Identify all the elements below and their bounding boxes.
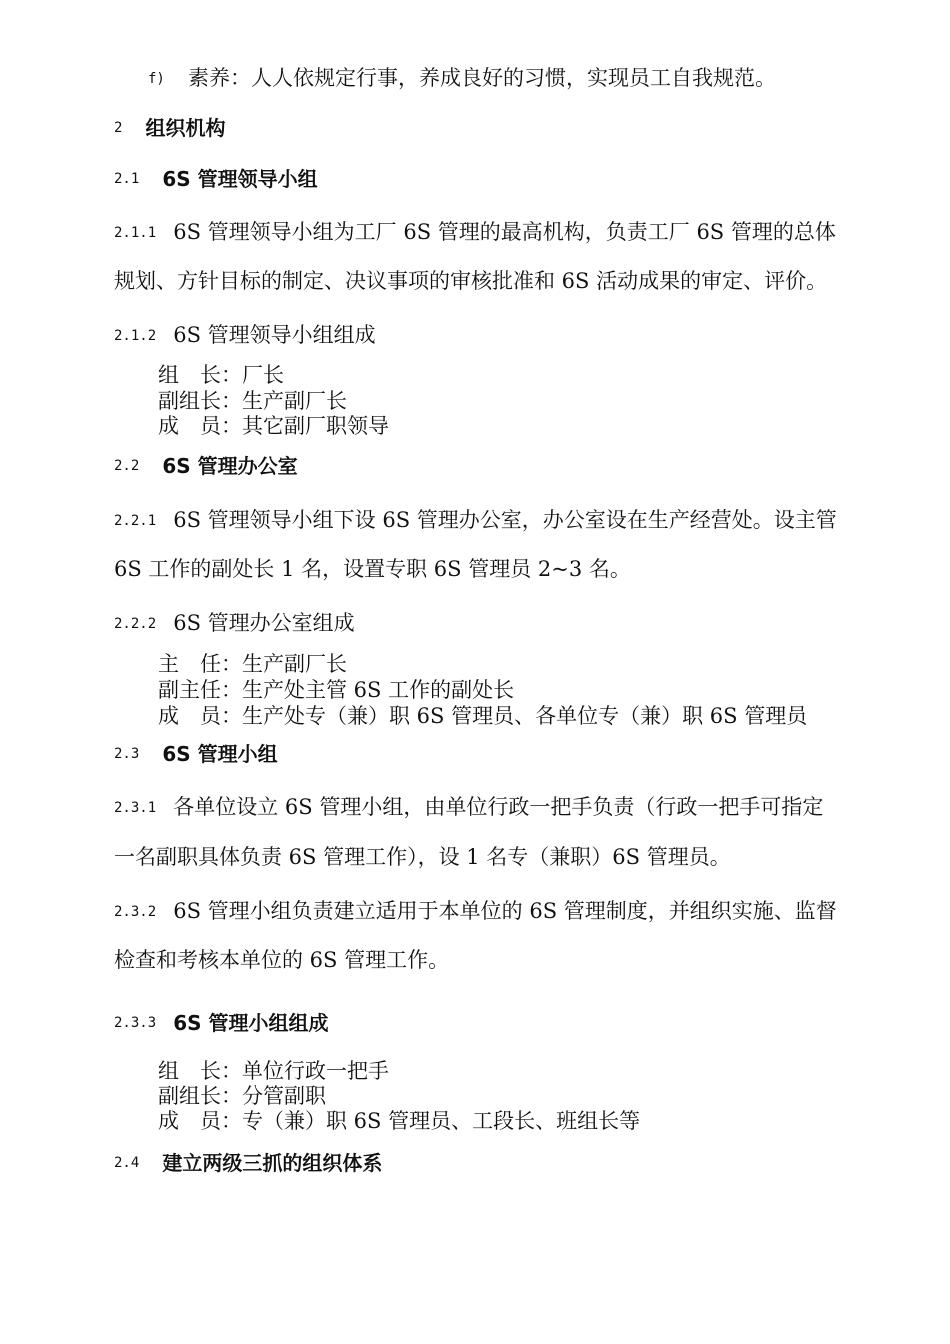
section-number: 2.1.1 xyxy=(114,224,157,241)
section-title: 组织机构 xyxy=(145,116,226,140)
member-text: 副组长：分管副职 xyxy=(158,1084,326,1108)
paragraph-2-1-1-line1 xyxy=(114,222,836,243)
member-text: 主 任：生产副厂长 xyxy=(158,652,347,676)
section-number: 2.3.1 xyxy=(114,799,157,816)
paragraph-text: 6S 管理领导小组为工厂 6S 管理的最高机构，负责工厂 6S 管理的总体 xyxy=(173,220,836,244)
paragraph-text: 规划、方针目标的制定、决议事项的审核批准和 6S 活动成果的审定、评价。 xyxy=(114,269,828,293)
paragraph-text: 6S 工作的副处长 1 名，设置专职 6S 管理员 2~3 名。 xyxy=(114,557,631,581)
paragraph-text: 检查和考核本单位的 6S 管理工作。 xyxy=(114,948,450,972)
member-line xyxy=(158,654,347,675)
member-text: 副组长：生产副厂长 xyxy=(158,389,347,413)
paragraph-text: 各单位设立 6S 管理小组，由单位行政一把手负责（行政一把手可指定 xyxy=(173,795,824,819)
member-text: 副主任：生产处主管 6S 工作的副处长 xyxy=(158,678,515,702)
paragraph-2-2-1-line2 xyxy=(114,559,631,580)
paragraph-2-3-2-line2 xyxy=(114,950,449,971)
paragraph-text: 6S 管理小组负责建立适用于本单位的 6S 管理制度，并组织实施、监督 xyxy=(173,899,837,923)
section-heading-2-3 xyxy=(114,744,278,764)
member-line xyxy=(158,365,284,386)
section-heading-2-4 xyxy=(114,1153,382,1173)
member-text: 成 员：生产处专（兼）职 6S 管理员、各单位专（兼）职 6S 管理员 xyxy=(158,704,808,728)
member-text: 成 员：其它副厂职领导 xyxy=(158,414,389,438)
section-heading-2 xyxy=(114,118,226,138)
section-title: 6S 管理办公室 xyxy=(162,454,298,478)
member-text: 成 员：专（兼）职 6S 管理员、工段长、班组长等 xyxy=(158,1109,641,1133)
subheading-2-2-2 xyxy=(114,613,355,634)
member-line xyxy=(158,680,514,701)
section-title: 建立两级三抓的组织体系 xyxy=(162,1151,383,1175)
member-line xyxy=(158,706,807,727)
paragraph-2-3-1-line1 xyxy=(114,797,823,818)
member-line xyxy=(158,391,347,412)
member-line xyxy=(158,416,389,437)
list-item-f xyxy=(148,68,776,89)
section-number: 2.2.1 xyxy=(114,512,157,529)
member-line xyxy=(158,1086,326,1107)
section-number: 2.3 xyxy=(114,746,140,762)
section-number: 2.3.2 xyxy=(114,903,157,920)
section-number: 2.3.3 xyxy=(114,1015,157,1031)
list-item-text: 素养：人人依规定行事，养成良好的习惯，实现员工自我规范。 xyxy=(187,66,776,90)
paragraph-text: 一名副职具体负责 6S 管理工作），设 1 名专（兼职）6S 管理员。 xyxy=(114,845,731,869)
section-title: 6S 管理领导小组 xyxy=(162,167,318,191)
subheading-text: 6S 管理办公室组成 xyxy=(173,611,355,635)
list-marker: f) xyxy=(148,70,165,87)
section-number: 2.1.2 xyxy=(114,327,157,344)
section-heading-2-1 xyxy=(114,169,318,189)
subheading-text: 6S 管理领导小组组成 xyxy=(173,323,376,347)
section-number: 2.1 xyxy=(114,171,140,187)
section-number: 2.2 xyxy=(114,458,140,474)
paragraph-2-3-2-line1 xyxy=(114,901,837,922)
member-line xyxy=(158,1061,389,1082)
subheading-text: 6S 管理小组组成 xyxy=(173,1011,329,1035)
subheading-2-3-3 xyxy=(114,1013,329,1033)
section-number: 2.2.2 xyxy=(114,615,157,632)
section-heading-2-2 xyxy=(114,456,298,476)
paragraph-2-2-1-line1 xyxy=(114,510,837,531)
paragraph-2-3-1-line2 xyxy=(114,847,731,868)
paragraph-2-1-1-line2 xyxy=(114,271,827,292)
member-text: 组 长：单位行政一把手 xyxy=(158,1059,389,1083)
section-number: 2.4 xyxy=(114,1155,140,1171)
section-number: 2 xyxy=(114,120,123,136)
subheading-2-1-2 xyxy=(114,325,376,346)
member-line xyxy=(158,1111,640,1132)
member-text: 组 长：厂长 xyxy=(158,363,284,387)
section-title: 6S 管理小组 xyxy=(162,742,278,766)
paragraph-text: 6S 管理领导小组下设 6S 管理办公室，办公室设在生产经营处。设主管 xyxy=(173,508,837,532)
